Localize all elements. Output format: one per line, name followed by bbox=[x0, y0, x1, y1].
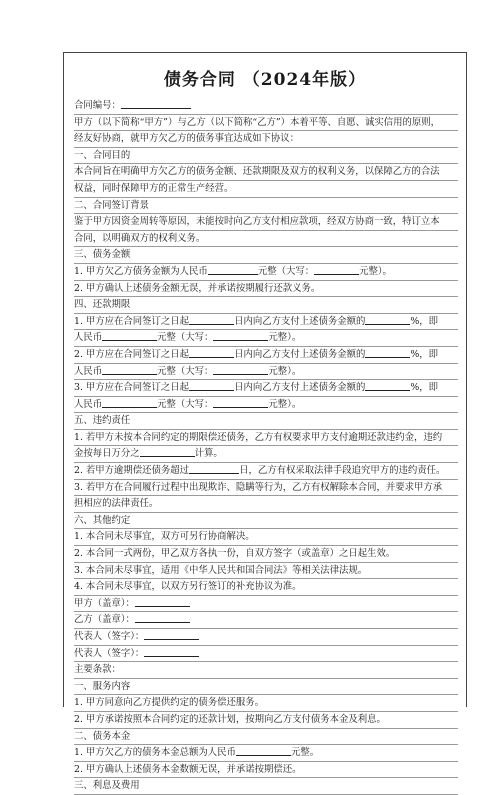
fill-in-blank[interactable] bbox=[208, 264, 258, 275]
line-text: 金按每日万分之 bbox=[74, 448, 140, 460]
line-text: 元整（大写： bbox=[157, 365, 214, 377]
line-m2: 二、债务本金 bbox=[74, 729, 458, 746]
contract-document bbox=[63, 52, 467, 792]
line-s4: 四、还款期限 bbox=[74, 297, 458, 314]
fill-in-blank[interactable] bbox=[121, 98, 191, 109]
line-text: 代表人（签字）： bbox=[74, 631, 145, 642]
fill-in-blank[interactable] bbox=[135, 596, 190, 607]
line-sigB bbox=[74, 612, 458, 629]
line-s2: 二、合同签订背景 bbox=[74, 198, 458, 215]
fill-in-blank[interactable] bbox=[144, 646, 199, 657]
fill-in-blank[interactable] bbox=[314, 264, 359, 275]
line-text: 代表人（签字）： bbox=[74, 647, 145, 659]
line-s4b bbox=[74, 330, 458, 347]
line-text: 元整（大写： bbox=[157, 398, 214, 410]
line-text: 1. 甲方欠乙方债务金额为人民币 bbox=[74, 265, 208, 277]
line-text: 元整）。 bbox=[268, 398, 302, 410]
line-text: 元整）。 bbox=[268, 332, 302, 344]
line-m1a: 1. 甲方同意向乙方提供约定的债务偿还服务。 bbox=[74, 695, 458, 712]
line-main: 主要条款： bbox=[74, 662, 458, 679]
line-text: %，即 bbox=[410, 382, 438, 394]
line-text: 1. 甲方欠乙方的债务本金总额为人民币 bbox=[74, 747, 236, 759]
fill-in-blank[interactable] bbox=[365, 314, 410, 325]
line-intro2: 经友好协商，就甲方欠乙方的债务事宜达成如下协议： bbox=[74, 131, 458, 148]
line-m1b: 2. 甲方承诺按照本合同约定的还款计划，按期向乙方支付债务本金及利息。 bbox=[74, 712, 458, 729]
line-s4f bbox=[74, 397, 458, 414]
fill-in-blank[interactable] bbox=[365, 347, 410, 358]
fill-in-blank[interactable] bbox=[102, 364, 157, 375]
line-s2a: 鉴于甲方因资金周转等原因，未能按时向乙方支付相应款项，经双方协商一致，特订立本 bbox=[74, 214, 458, 231]
line-text: 甲方（盖章）： bbox=[74, 597, 135, 609]
line-text: 元整）。 bbox=[268, 365, 302, 377]
line-text: 人民币 bbox=[74, 365, 103, 377]
line-text: 日内向乙方支付上述债务金额的 bbox=[234, 315, 366, 327]
fill-in-blank[interactable] bbox=[365, 380, 410, 391]
line-s5a: 1. 若甲方未按本合同约定的期限偿还债务，乙方有权要求甲方支付逾期还款违约金，违约 bbox=[74, 430, 458, 447]
fill-in-blank[interactable] bbox=[213, 330, 268, 341]
fill-in-blank[interactable] bbox=[189, 314, 234, 325]
line-s1: 一、合同目的 bbox=[74, 148, 458, 165]
line-text: 日内向乙方支付上述债务金额的 bbox=[234, 382, 366, 394]
line-text: 计算。 bbox=[194, 448, 223, 460]
fill-in-blank[interactable] bbox=[140, 446, 195, 457]
line-s3a bbox=[74, 264, 458, 281]
line-s4d bbox=[74, 364, 458, 381]
line-s3: 三、债务金额 bbox=[74, 247, 458, 264]
line-s6c: 3. 本合同未尽事宜，适用《中华人民共和国合同法》等相关法律法规。 bbox=[74, 563, 458, 580]
line-s6d: 4. 本合同未尽事宜，以双方另行签订的补充协议为准。 bbox=[74, 579, 458, 596]
line-s4e bbox=[74, 380, 458, 397]
line-s5b bbox=[74, 446, 458, 463]
line-text: 1. 甲方应在合同签订之日起 bbox=[74, 315, 190, 327]
line-s2b: 合同，以明确双方的权利义务。 bbox=[74, 231, 458, 248]
fill-in-blank[interactable] bbox=[135, 612, 190, 623]
line-s4c bbox=[74, 347, 458, 364]
fill-in-blank[interactable] bbox=[102, 330, 157, 341]
line-repB bbox=[74, 646, 458, 663]
line-text: 元整。 bbox=[290, 747, 320, 759]
line-text: 元整（大写： bbox=[257, 265, 315, 277]
fill-in-blank[interactable] bbox=[189, 463, 239, 474]
fill-in-blank[interactable] bbox=[213, 397, 268, 408]
line-intro1: 甲方（以下简称“甲方”）与乙方（以下简称“乙方”）本着平等、自愿、诚实信用的原则， bbox=[74, 115, 458, 132]
line-text: 合同编号： bbox=[74, 100, 121, 111]
line-text: 元整（大写： bbox=[157, 332, 214, 344]
line-s4a bbox=[74, 314, 458, 331]
line-s6b: 2. 本合同一式两份，甲乙双方各执一份，自双方签字（或盖章）之日起生效。 bbox=[74, 546, 458, 563]
line-m1: 一、服务内容 bbox=[74, 679, 458, 696]
line-m2a bbox=[74, 745, 458, 762]
line-text: 2. 若甲方逾期偿还债务超过 bbox=[74, 465, 190, 477]
line-s3b: 2. 甲方确认上述债务金额无误，并承诺按期履行还款义务。 bbox=[74, 281, 458, 298]
line-text: 人民币 bbox=[74, 398, 103, 410]
line-s6: 六、其他约定 bbox=[74, 513, 458, 530]
fill-in-blank[interactable] bbox=[102, 397, 157, 408]
line-s6a: 1. 本合同未尽事宜，双方可另行协商解决。 bbox=[74, 529, 458, 546]
line-text: 3. 甲方应在合同签订之日起 bbox=[74, 382, 190, 394]
line-contract_no bbox=[74, 98, 458, 115]
line-m3: 三、利息及费用 bbox=[74, 778, 458, 795]
fill-in-blank[interactable] bbox=[213, 364, 268, 375]
fill-in-blank[interactable] bbox=[236, 745, 291, 756]
line-repA bbox=[74, 629, 458, 646]
line-text: %，即 bbox=[410, 348, 438, 360]
line-text: 人民币 bbox=[74, 332, 103, 344]
line-text: 元整）。 bbox=[359, 265, 392, 277]
document-title: 债务合同 （2024年版） bbox=[163, 70, 367, 90]
contract-body bbox=[64, 98, 466, 795]
line-m2b: 2. 甲方确认上述债务本金数额无误，并承诺按期偿还。 bbox=[74, 762, 458, 779]
line-text: 日内向乙方支付上述债务金额的 bbox=[234, 348, 366, 360]
fill-in-blank[interactable] bbox=[144, 629, 199, 640]
line-sigA bbox=[74, 596, 458, 613]
fill-in-blank[interactable] bbox=[189, 380, 234, 391]
line-text: 乙方（盖章）： bbox=[74, 614, 135, 626]
line-text: 2. 甲方应在合同签订之日起 bbox=[74, 348, 190, 360]
fill-in-blank[interactable] bbox=[189, 347, 234, 358]
line-s5c bbox=[74, 463, 458, 480]
line-s1a: 本合同旨在明确甲方欠乙方的债务金额、还款期限及双方的权利义务，以保障乙方的合法 bbox=[74, 164, 458, 181]
line-s5e: 担相应的法律责任。 bbox=[74, 496, 458, 513]
line-s5d: 3. 若甲方在合同履行过程中出现欺诈、隐瞒等行为，乙方有权解除本合同，并要求甲方承 bbox=[74, 480, 458, 497]
line-text: %，即 bbox=[410, 315, 438, 327]
line-s5: 五、违约责任 bbox=[74, 413, 458, 430]
line-s1b: 权益，同时保障甲方的正常生产经营。 bbox=[74, 181, 458, 198]
line-text: 日，乙方有权采取法律手段追究甲方的违约责任。 bbox=[239, 465, 446, 477]
